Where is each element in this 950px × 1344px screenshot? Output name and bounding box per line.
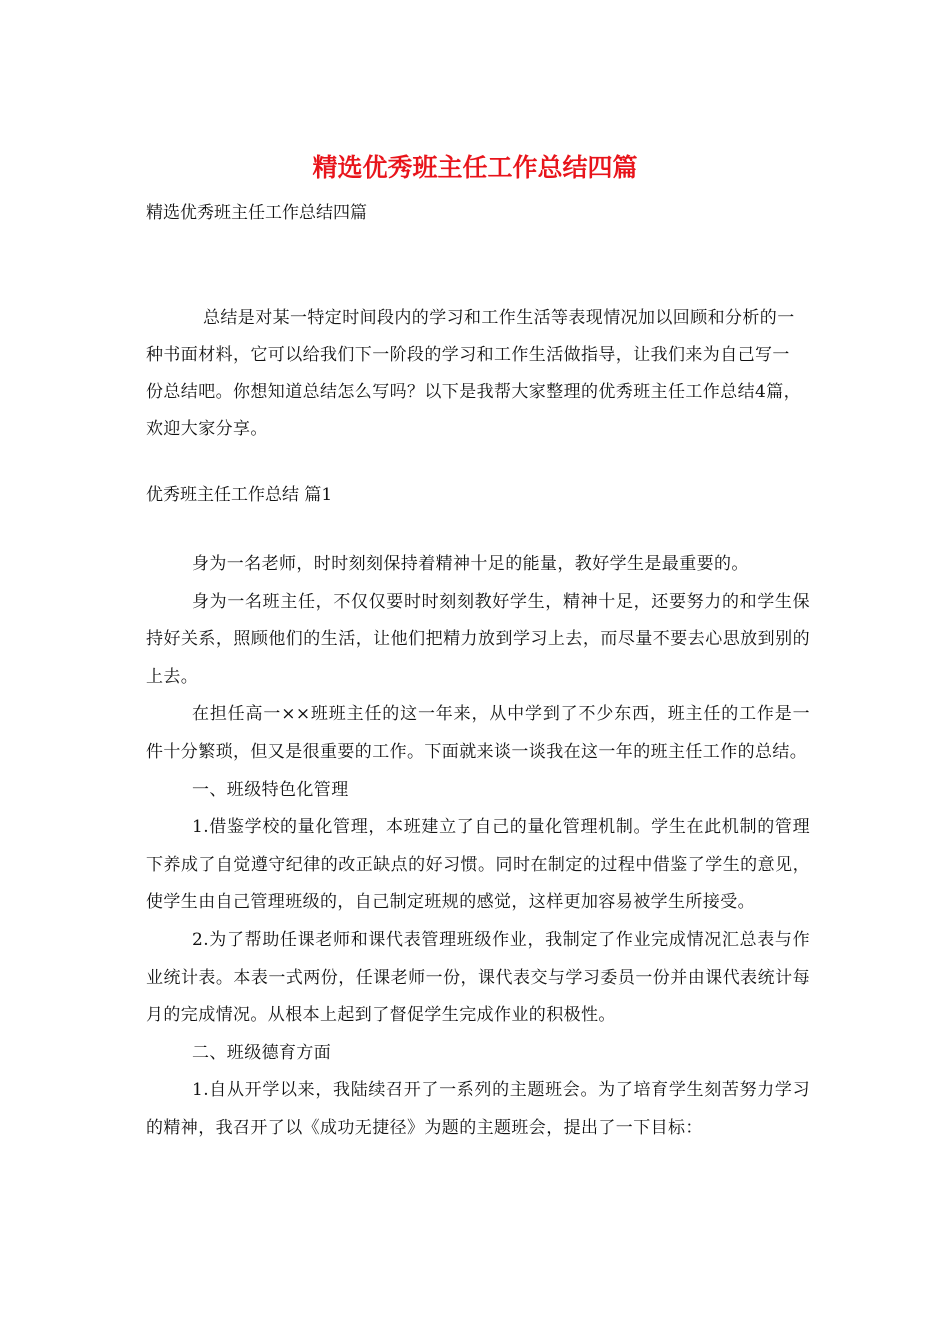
paragraph: 1.借鉴学校的量化管理，本班建立了自己的量化管理机制。学生在此机制的管理下养成了自觉遵守纪律的改正缺点的好习惯。同时在制定的过程中借鉴了学生的意见，使学生由自己管理班级的，自己制定班规的感觉，这样更加容易被学生所接受。 [146,817,810,913]
paragraph: 身为一名老师，时时刻刻保持着精神十足的能量，教好学生是最重要的。 [192,554,749,574]
paragraph: 1.自从开学以来，我陆续召开了一系列的主题班会。为了培育学生刻苦努力学习的精神，我召开了以《成功无捷径》为题的主题班会，提出了一下目标： [146,1080,810,1138]
paragraph: 2.为了帮助任课老师和课代表管理班级作业，我制定了作业完成情况汇总表与作业统计表。本表一式两份，任课老师一份，课代表交与学习委员一份并由课代表统计每月的完成情况。从根本上起到了督促学生完成作业的积极性。 [146,929,810,1026]
paragraph: 在担任高一××班班主任的这一年来，从中学到了不少东西，班主任的工作是一件十分繁琐，但又是很重要的工作。下面就来谈一谈我在这一年的班主任工作的总结。 [146,704,810,762]
subheading: 一、班级特色化管理 [192,779,349,800]
paragraph: 身为一名班主任，不仅仅要时时刻刻教好学生，精神十足，还要努力的和学生保持好关系，照顾他们的生活，让他们把精力放到学习上去，而尽量不要去心思放到别的上去。 [146,591,810,687]
document-title: 精选优秀班主任工作总结四篇 [312,153,638,182]
document-subtitle: 精选优秀班主任工作总结四篇 [146,203,367,223]
section-title: 优秀班主任工作总结 篇1 [146,485,333,505]
body-text [146,546,810,1148]
subheading: 二、班级德育方面 [192,1042,332,1063]
intro-paragraph: 总结是对某一特定时间段内的学习和工作生活等表现情况加以回顾和分析的一种书面材料，它可以给我们下一阶段的学习和工作生活做指导，让我们来为自己写一份总结吧。你想知道总结怎么写吗？以下是我帮大家整理的优秀班主任工作总结4篇，欢迎大家分享。 [146,308,802,439]
